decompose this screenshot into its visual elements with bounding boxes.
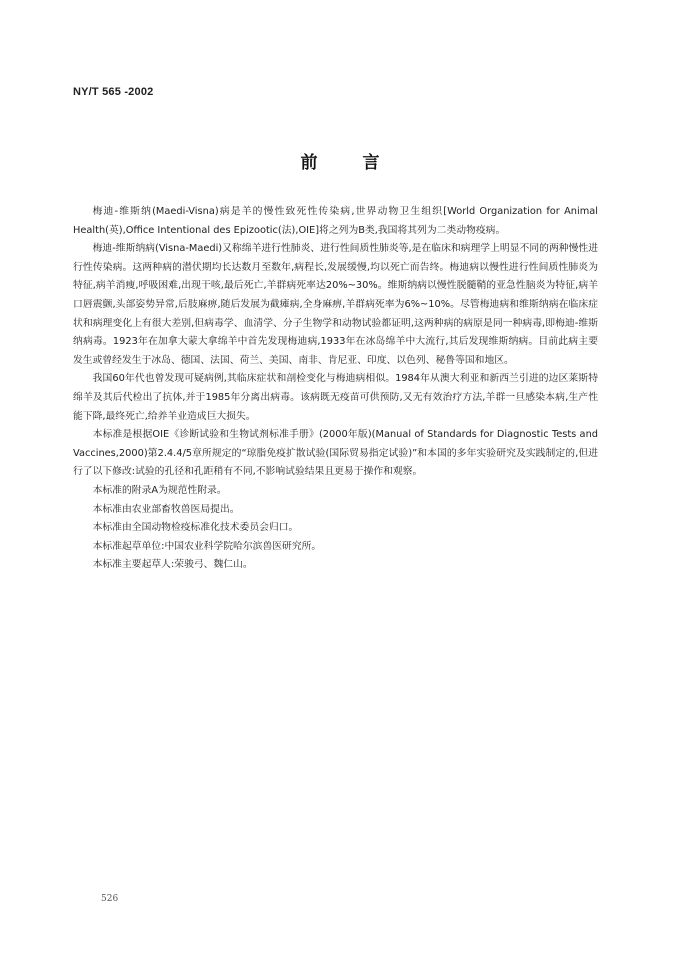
paragraph-disease-description: 梅迪-维斯纳病(Visna-Maedi)又称绵羊进行性肺炎、进行性间质性肺炎等,是在临床和病理学上明显不同的两种慢性进行性传染病。这两种病的潜伏期均长达数月至数年,病程长,发展缓慢,均以死亡而告终。梅迪病以慢性进行性间质性肺炎为特征,病羊消瘦,呼吸困难,出现干咳,最后死亡,羊群病死率达20%~30%。维斯纳病以慢性脱髓鞘的亚急性脑炎为特征,病羊口唇震颤,头部姿势异常,后肢麻痹,随后发展为截瘫病,全身麻痹,羊群病死率为6%~10%。尽管梅迪病和维斯纳病在临床症状和病理变化上有很大差别,但病毒学、血清学、分子生物学和动物试验都证明,这两种病的病原是同一种病毒,即梅迪-维斯纳病毒。1923年在加拿大蒙大拿绵羊中首先发现梅迪病,1933年在冰岛绵羊中大流行,其后发现维斯纳病。目前此病主要发生或曾经发生于冰岛、德国、法国、荷兰、美国、南非、肯尼亚、印度、以色列、秘鲁等国和地区。 [73, 243, 598, 366]
paragraph-proposed-by: 本标准由农业部畜牧兽医局提出。 [92, 503, 240, 515]
paragraph-standard-basis: 本标准是根据OIE《诊断试验和生物试剂标准手册》(2000年版)(Manual of Standards for Diagnostic Tests and Vaccines,2000)第2.4.4/5章所规定的“琼脂免疫扩散试验(国际贸易指定试验)”和本国的多年实验研究及实践制定的,但进行了以下修改:试验的孔径和孔距稍有不同,不影响试验结果且更易于操作和观察。 [73, 429, 598, 478]
paragraph-appendix-note: 本标准的附录A为规范性附录。 [92, 484, 227, 496]
paragraph-administered-by: 本标准由全国动物检疫标准化技术委员会归口。 [92, 522, 299, 534]
paragraph-china-history: 我国60年代也曾发现可疑病例,其临床症状和剖检变化与梅迪病相似。1984年从澳大利亚和新西兰引进的边区莱斯特绵羊及其后代检出了抗体,并于1985年分离出病毒。该病既无疫苗可供预防,又无有效治疗方法,羊群一旦感染本病,生产性能下降,最终死亡,给养羊业造成巨大损失。 [73, 373, 598, 422]
page-title: 前 言 [300, 153, 394, 173]
foreword-body [73, 203, 598, 575]
paragraph-drafting-unit: 本标准起草单位:中国农业科学院哈尔滨兽医研究所。 [92, 540, 322, 552]
paragraph-disease-intro: 梅迪-维斯纳(Maedi-Visna)病是羊的慢性致死性传染病,世界动物卫生组织[World Organization for Animal Health(英),Office Intentional des Epizootic(法),OIE]将之列为B类,我国将其列为二类动物疫病。 [73, 206, 598, 236]
standard-code: NY/T 565 -2002 [73, 86, 154, 98]
paragraph-drafters: 本标准主要起草人:荣骏弓、魏仁山。 [92, 559, 253, 571]
page-number: 526 [101, 894, 119, 904]
